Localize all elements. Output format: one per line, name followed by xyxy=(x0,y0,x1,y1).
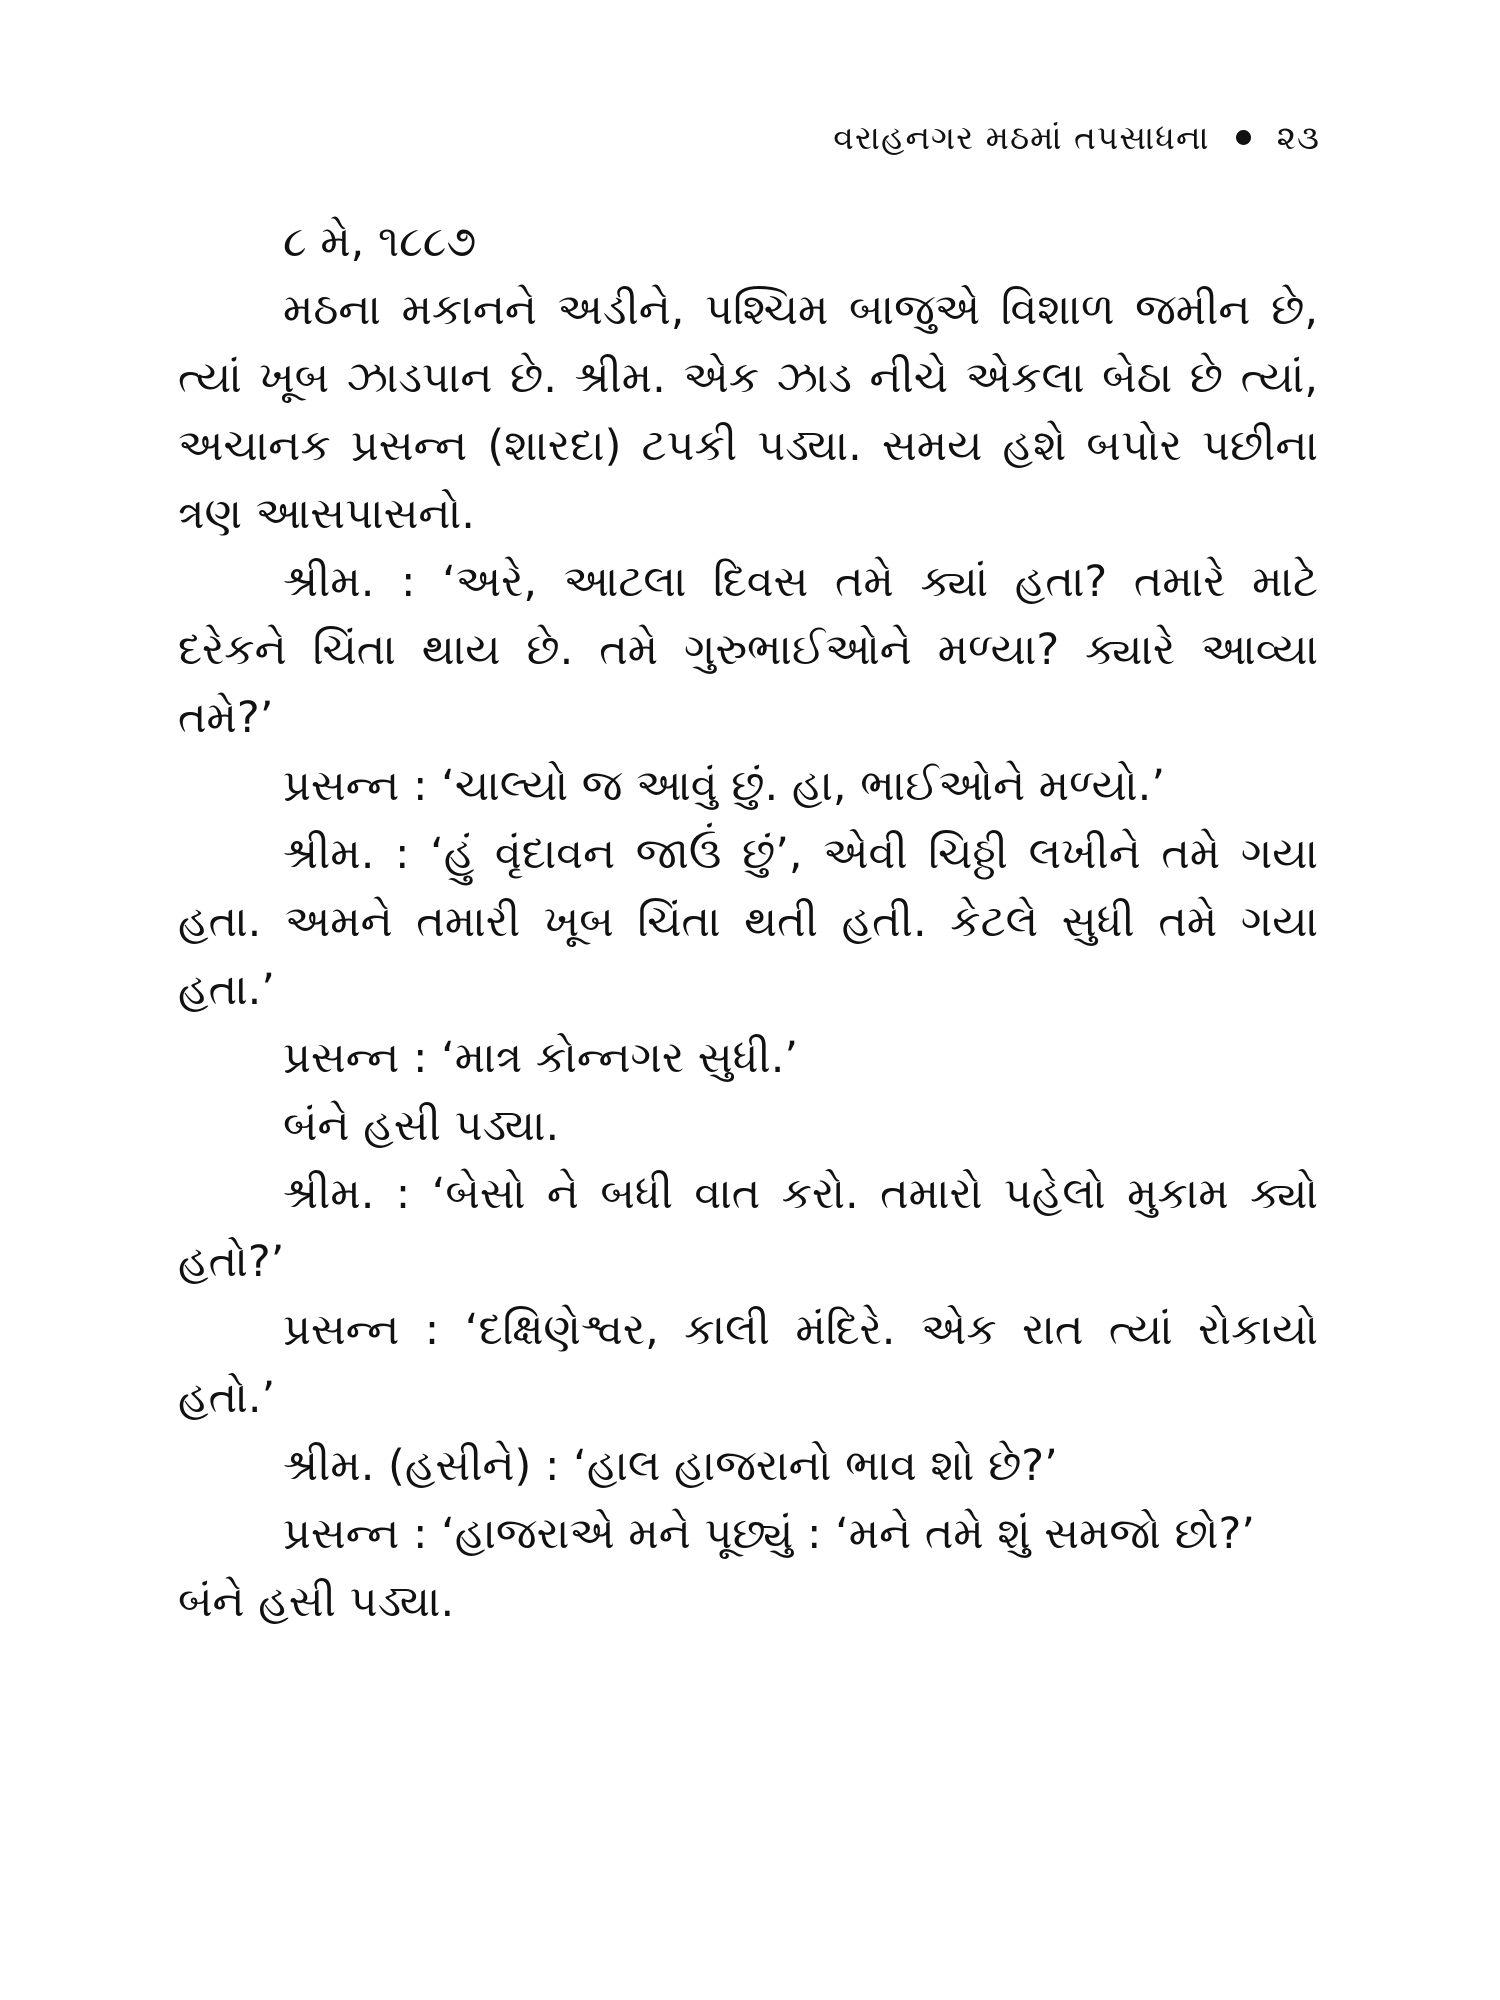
paragraph-line: પ્રસન્ન : ‘હાજરાએ મને પૂછ્યું : ‘મને તમે શું સમજો છો?’ xyxy=(283,1509,1255,1559)
paragraph-line: પ્રસન્ન : ‘દક્ષિણેશ્વર, કાલી મંદિરે. એક રાત ત્યાં રોકાયો xyxy=(283,1305,1318,1355)
page-body xyxy=(178,208,1318,1636)
paragraph-line: મઠના મકાનને અડીને, પશ્ચિમ બાજુએ વિશાળ જમીન છે, xyxy=(283,285,1318,335)
paragraph-line: શ્રીમ. : ‘બેસો ને બધી વાત કરો. તમારો પહેલો મુકામ ક્યો xyxy=(283,1169,1318,1219)
paragraph-line: ત્રણ આસપાસનો. xyxy=(178,489,475,539)
paragraph-line: દરેકને ચિંતા થાય છે. તમે ગુરુભાઈઓને મળ્યા? ક્યારે આવ્યા xyxy=(178,625,1318,675)
paragraph-line: હતા.’ xyxy=(178,965,275,1015)
paragraph-line: હતા. અમને તમારી ખૂબ ચિંતા થતી હતી. કેટલે સુધી તમે ગયા xyxy=(178,897,1318,947)
paragraph-line: શ્રીમ. : ‘અરે, આટલા દિવસ તમે ક્યાં હતા? તમારે માટે xyxy=(283,557,1318,607)
paragraph-line: બંને હસી પડ્યા. xyxy=(283,1101,560,1151)
paragraph-line: હતો?’ xyxy=(178,1237,285,1287)
paragraph-line: શ્રીમ. : ‘હું વૃંદાવન જાઉં છું’, એવી ચિઠ્ઠી લખીને તમે ગયા xyxy=(283,829,1318,879)
paragraph-line: અચાનક પ્રસન્ન (શારદા) ટપકી પડ્યા. સમય હશે બપોર પછીના xyxy=(178,421,1318,471)
running-header xyxy=(833,118,1320,158)
paragraph-line: બંને હસી પડ્યા. xyxy=(178,1577,455,1627)
bullet-separator xyxy=(1236,130,1251,145)
paragraph-line: શ્રીમ. (હસીને) : ‘હાલ હાજરાનો ભાવ શો છે?’ xyxy=(283,1441,1058,1491)
page-number: ૨૩ xyxy=(1276,118,1320,157)
date-heading: ૮ મે, ૧૮૮૭ xyxy=(283,217,477,267)
paragraph-line: ત્યાં ખૂબ ઝાડપાન છે. શ્રીમ. એક ઝાડ નીચે એકલા બેઠા છે ત્યાં, xyxy=(178,353,1318,403)
paragraph-line: પ્રસન્ન : ‘ચાલ્યો જ આવું છું. હા, ભાઈઓને મળ્યો.’ xyxy=(283,761,1165,811)
paragraph-line: હતો.’ xyxy=(178,1373,276,1423)
paragraph-line: તમે?’ xyxy=(178,693,274,743)
paragraph-line: પ્રસન્ન : ‘માત્ર કોન્નગર સુધી.’ xyxy=(283,1033,799,1083)
chapter-title: વરાહનગર મઠમાં તપસાધના xyxy=(833,118,1210,157)
